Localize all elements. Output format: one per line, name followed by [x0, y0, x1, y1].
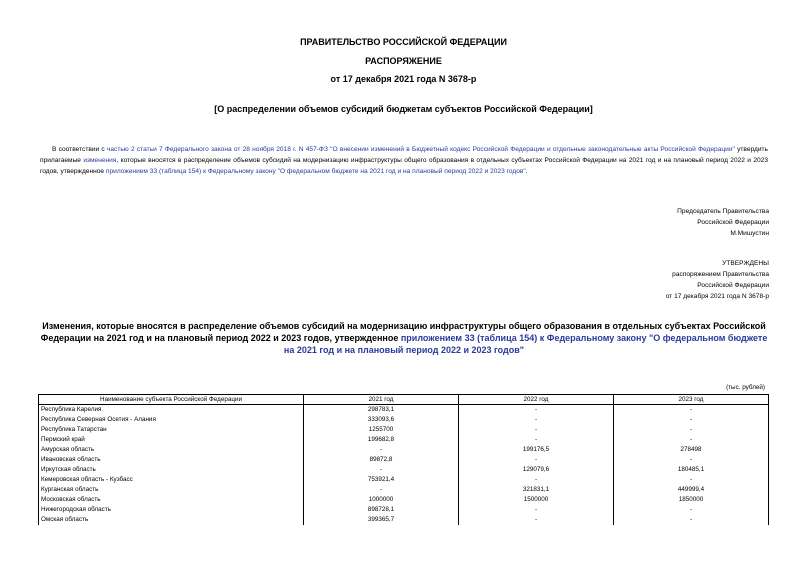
value-2021: - [304, 465, 459, 475]
table-row [39, 415, 769, 425]
value-2021: - [304, 485, 459, 495]
table-row [39, 495, 769, 505]
value-2021: 753921,4 [304, 475, 459, 485]
subsidy-table [38, 394, 769, 525]
value-2023: 278498 [614, 445, 769, 455]
value-2022: - [459, 505, 614, 515]
column-header-2023: 2023 год [614, 395, 769, 405]
column-header-region: Наименование субъекта Российской Федерации [39, 395, 304, 405]
table-row [39, 425, 769, 435]
region-name: Амурская область [39, 445, 304, 455]
value-2023: - [614, 475, 769, 485]
value-2021: 399365,7 [304, 515, 459, 525]
signature-org: Российской Федерации [697, 219, 769, 226]
value-2021: 1000000 [304, 495, 459, 505]
value-2021: - [304, 445, 459, 455]
law-link[interactable]: частью 2 статьи 7 Федерального закона от 28 ноября 2018 г. N 457-ФЗ "О внесении изменений в Бюджетный кодекс Российской Федерации и отдельные законодательные акты Российской Федерации" [106, 146, 735, 153]
value-2023: - [614, 455, 769, 465]
column-header-2021: 2021 год [304, 395, 459, 405]
value-2022: 129079,6 [459, 465, 614, 475]
approval-org: Российской Федерации [697, 282, 769, 289]
approval-issuer: распоряжением Правительства [672, 271, 769, 278]
region-name: Республика Карелия [39, 405, 304, 416]
document-date-number: от 17 декабря 2021 года N 3678-р [330, 74, 477, 84]
section-title-text: Изменения, которые вносятся в распределение объемов субсидий на модернизацию инфраструктуры общего образования в отдельных субъектах Российской Федерации на 2021 год и на плановый период 2022 и 2023 годов, утвержденное [40, 321, 766, 343]
region-name: Ивановская область [39, 455, 304, 465]
value-2021: 898728,1 [304, 505, 459, 515]
value-2021: 298783,1 [304, 405, 459, 416]
value-2021: 199682,8 [304, 435, 459, 445]
signature-block [677, 206, 769, 239]
table-header-row [39, 395, 769, 405]
value-2021: 1255700 [304, 425, 459, 435]
table-row [39, 515, 769, 525]
signature-position: Председатель Правительства [677, 208, 769, 215]
region-name: Пермский край [39, 435, 304, 445]
region-name: Иркутская область [39, 465, 304, 475]
value-2022: - [459, 425, 614, 435]
value-2022: - [459, 475, 614, 485]
value-2023: - [614, 505, 769, 515]
table-row [39, 405, 769, 416]
value-2022: - [459, 435, 614, 445]
region-name: Омская область [39, 515, 304, 525]
section-appendix-link[interactable]: приложением 33 (таблица 154) к Федеральному закону "О федеральном бюджете на 2021 год и на плановый период 2022 и 2023 годов" [283, 333, 768, 355]
region-name: Московская область [39, 495, 304, 505]
document-title: [О распределении объемов субсидий бюджетам субъектов Российской Федерации] [214, 104, 593, 114]
value-2023: - [614, 435, 769, 445]
value-2022: 199176,5 [459, 445, 614, 455]
value-2022: 1500000 [459, 495, 614, 505]
value-2023: - [614, 405, 769, 416]
units-note: (тыс. рублей) [726, 384, 765, 391]
value-2023: 449999,4 [614, 485, 769, 495]
paragraph-text: В соответствии с [52, 146, 107, 153]
value-2021: 89872,8 [304, 455, 459, 465]
paragraph-text: . [525, 168, 528, 175]
table-row [39, 505, 769, 515]
value-2022: - [459, 455, 614, 465]
value-2023: - [614, 515, 769, 525]
document-type: РАСПОРЯЖЕНИЕ [365, 56, 442, 66]
government-heading: ПРАВИТЕЛЬСТВО РОССИЙСКОЙ ФЕДЕРАЦИИ [300, 37, 507, 47]
changes-link[interactable]: изменения [83, 157, 117, 164]
approval-label: УТВЕРЖДЕНЫ [722, 260, 769, 267]
region-name: Республика Северная Осетия - Алания [39, 415, 304, 425]
value-2023: 180485,1 [614, 465, 769, 475]
column-header-2022: 2022 год [459, 395, 614, 405]
paragraph-text: , которые вносятся в распределение объемов субсидий на модернизацию инфраструктуры общего образования в отдельных субъектах Российской Федерации на 2021 год и на плановый период 2022 и 2023 годов, утвержденное [40, 157, 768, 175]
approval-date: от 17 декабря 2021 года N 3678-р [665, 293, 769, 300]
section-title [40, 320, 768, 356]
main-paragraph [40, 144, 768, 177]
paragraph-text: утвердить прилагаемые [40, 146, 768, 164]
value-2023: - [614, 415, 769, 425]
value-2023: 1850000 [614, 495, 769, 505]
table-row [39, 435, 769, 445]
table-row [39, 445, 769, 455]
region-name: Республика Татарстан [39, 425, 304, 435]
signature-name: М.Мишустин [730, 230, 769, 237]
value-2023: - [614, 425, 769, 435]
approval-block [666, 258, 769, 302]
value-2022: - [459, 415, 614, 425]
table-row [39, 465, 769, 475]
region-name: Кемеровская область - Кузбасс [39, 475, 304, 485]
table-row [39, 475, 769, 485]
region-name: Курганская область [39, 485, 304, 495]
value-2021: 333093,6 [304, 415, 459, 425]
table-row [39, 455, 769, 465]
value-2022: - [459, 515, 614, 525]
value-2022: 321831,1 [459, 485, 614, 495]
appendix-link[interactable]: приложением 33 (таблица 154) к Федеральному закону "О федеральном бюджете на 2021 год и на плановый период 2022 и 2023 годов" [105, 168, 526, 175]
value-2022: - [459, 405, 614, 416]
region-name: Нижегородская область [39, 505, 304, 515]
table-row [39, 485, 769, 495]
